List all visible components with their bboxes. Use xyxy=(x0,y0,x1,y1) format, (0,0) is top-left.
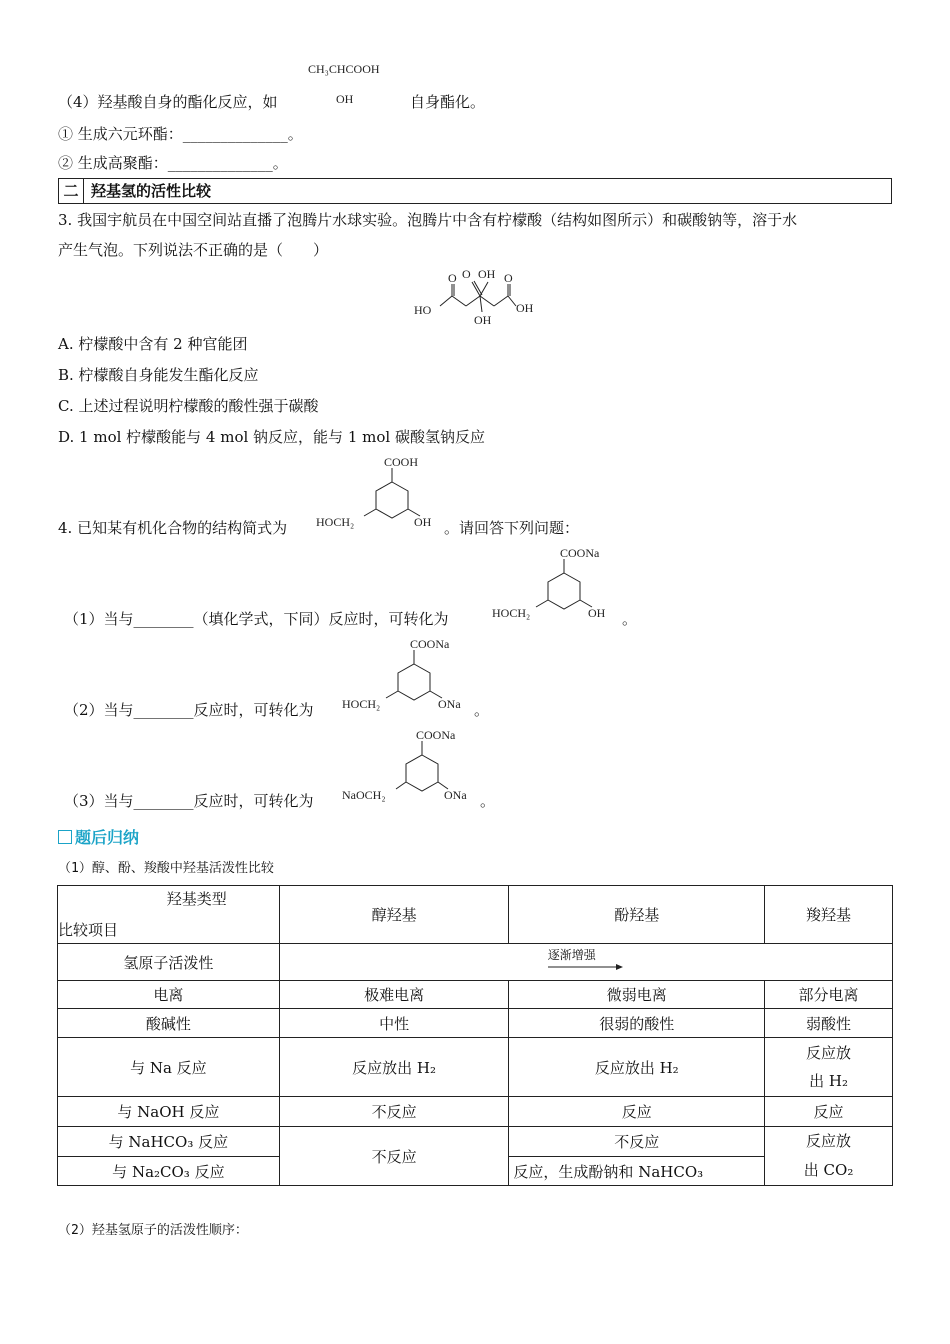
section-header xyxy=(58,178,892,204)
benzene-structure-0 xyxy=(316,452,446,534)
mol3-top: COONa xyxy=(416,728,456,742)
mol0-left: HOCH₂ xyxy=(316,515,355,529)
row-na-label: 与 Na 反应 xyxy=(58,1038,280,1097)
citric-o-top: O xyxy=(462,267,471,281)
q4-sub1-suffix: 。 xyxy=(622,610,638,628)
q3-option-d: D. 1 mol 柠檬酸能与 4 mol 钠反应，能与 1 mol 碳酸氢钠反应 xyxy=(58,428,485,446)
right-arrow-icon xyxy=(548,962,624,972)
naoh-phenol: 反应 xyxy=(509,1097,765,1127)
q4-part4-suffix: 自身酯化。 xyxy=(410,93,486,111)
row-na2co3-label: 与 Na₂CO₃ 反应 xyxy=(58,1157,280,1186)
na-acid-line1: 反应放 xyxy=(806,1044,852,1062)
citric-o-right: O xyxy=(504,271,513,285)
mol1-right: OH xyxy=(588,606,606,620)
row-acidity-label: 酸碱性 xyxy=(58,1009,280,1038)
trend-label: 逐渐增强 xyxy=(547,948,596,962)
hydroxyl-comparison-table xyxy=(57,885,893,1186)
acidity-acid: 弱酸性 xyxy=(765,1009,893,1038)
table-corner-cell xyxy=(58,886,280,944)
q4-stem-prefix: 4. 已知某有机化合物的结构简式为 xyxy=(58,519,288,537)
mol1-top: COONa xyxy=(560,546,600,560)
na-acid-line2: 出 H₂ xyxy=(809,1072,848,1090)
q4-sub3-prefix: （3）当与________反应时，可转化为 xyxy=(64,792,314,810)
section-title: 羟基氢的活性比较 xyxy=(91,182,212,200)
q3-stem-line2: 产生气泡。下列说法不正确的是（ ） xyxy=(58,241,329,259)
carbonate-alcohol: 不反应 xyxy=(279,1127,509,1186)
summary-heading xyxy=(58,825,139,848)
q4-sub3-suffix: 。 xyxy=(480,792,496,810)
mol1-left: HOCH₂ xyxy=(492,606,531,620)
acidity-alcohol: 中性 xyxy=(279,1009,509,1038)
section-number: 二 xyxy=(59,179,84,203)
q4-stem-suffix: 。请回答下列问题： xyxy=(444,519,580,537)
q3-option-b: B. 柠檬酸自身能发生酯化反应 xyxy=(58,366,259,384)
checkbox-square-icon xyxy=(58,830,72,844)
lactic-acid-structure-oh: OH xyxy=(336,92,354,106)
row-nahco3-label: 与 NaHCO₃ 反应 xyxy=(58,1127,280,1157)
lactic-acid-structure-top: CH₃CHCOOH xyxy=(308,62,380,76)
q4-part4-item2: ② 生成高聚酯：______________。 xyxy=(58,154,288,172)
naoh-acid: 反应 xyxy=(765,1097,893,1127)
citric-oh-top: OH xyxy=(478,267,496,281)
acidity-phenol: 很弱的酸性 xyxy=(509,1009,765,1038)
q4-sub1-prefix: （1）当与________（填化学式，下同）反应时，可转化为 xyxy=(64,610,449,628)
na-acid xyxy=(765,1038,893,1097)
citric-oh-right: OH xyxy=(516,301,534,315)
citric-o-left: O xyxy=(448,271,457,285)
q3-option-a: A. 柠檬酸中含有 2 种官能团 xyxy=(58,335,248,353)
q3-stem-line1: 3. 我国宇航员在中国空间站直播了泡腾片水球实验。泡腾片中含有柠檬酸（结构如图所示）和碳酸钠等，溶于水 xyxy=(58,211,798,229)
mol3-left: NaOCH₂ xyxy=(342,788,386,802)
summary-line2: （2）羟基氢原子的活泼性顺序： xyxy=(58,1223,248,1238)
benzene-structure-1 xyxy=(492,543,622,625)
corner-bottom-label: 比较项目 xyxy=(58,921,119,939)
benzene-structure-2 xyxy=(342,634,477,716)
na-alcohol: 反应放出 H₂ xyxy=(279,1038,509,1097)
row-naoh-label: 与 NaOH 反应 xyxy=(58,1097,280,1127)
mol0-right: OH xyxy=(414,515,432,529)
mol2-left: HOCH₂ xyxy=(342,697,381,711)
ionization-acid: 部分电离 xyxy=(765,981,893,1009)
ionization-alcohol: 极难电离 xyxy=(279,981,509,1009)
q4-part4-prefix: （4）羟基酸自身的酯化反应，如 xyxy=(58,93,278,111)
citric-ho-left: HO xyxy=(414,303,432,317)
na2co3-phenol: 反应，生成酚钠和 NaHCO₃ xyxy=(509,1157,765,1186)
mol3-right: ONa xyxy=(444,788,467,802)
col-phenol: 酚羟基 xyxy=(509,886,765,944)
mol2-top: COONa xyxy=(410,637,450,651)
row-ionization-label: 电离 xyxy=(58,981,280,1009)
col-alcohol: 醇羟基 xyxy=(279,886,509,944)
mol0-top: COOH xyxy=(384,455,419,469)
q4-part4-item1: ① 生成六元环酯：______________。 xyxy=(58,125,303,143)
carbonate-acid-line1: 反应放 xyxy=(806,1132,852,1150)
mol2-right: ONa xyxy=(438,697,461,711)
citric-oh-bottom: OH xyxy=(474,313,492,327)
q4-sub2-suffix: 。 xyxy=(474,701,490,719)
carbonate-acid-line2: 出 CO₂ xyxy=(803,1161,854,1179)
nahco3-phenol: 不反应 xyxy=(509,1127,765,1157)
corner-top-label: 羟基类型 xyxy=(166,890,227,908)
benzene-structure-3 xyxy=(342,725,482,807)
naoh-alcohol: 不反应 xyxy=(279,1097,509,1127)
row-h-activity-label: 氢原子活泼性 xyxy=(58,944,280,981)
carbonate-acid xyxy=(765,1127,893,1186)
q3-option-c: C. 上述过程说明柠檬酸的酸性强于碳酸 xyxy=(58,397,319,415)
summary-line1: （1）醇、酚、羧酸中羟基活泼性比较 xyxy=(58,861,274,876)
q4-sub2-prefix: （2）当与________反应时，可转化为 xyxy=(64,701,314,719)
ionization-phenol: 微弱电离 xyxy=(509,981,765,1009)
trend-cell xyxy=(279,944,892,981)
col-acid: 羧羟基 xyxy=(765,886,893,944)
na-phenol: 反应放出 H₂ xyxy=(509,1038,765,1097)
citric-acid-structure xyxy=(410,262,550,328)
summary-title: 题后归纳 xyxy=(75,828,140,847)
